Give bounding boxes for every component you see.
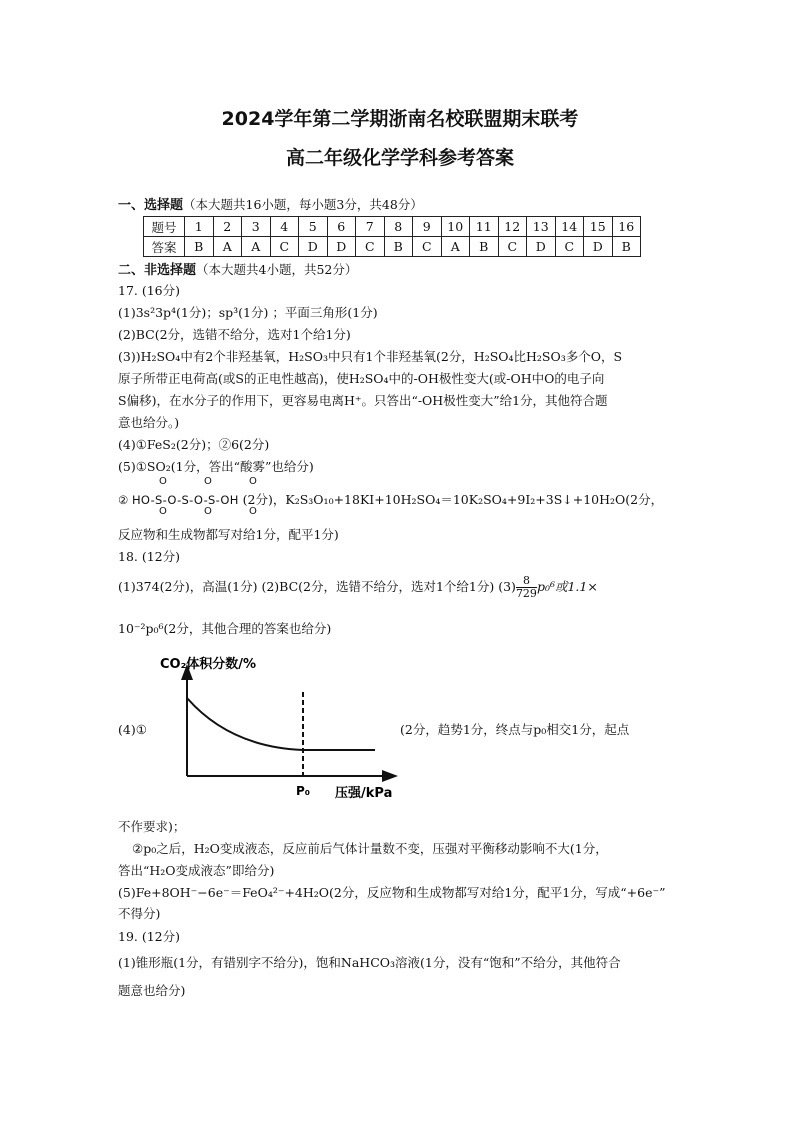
section1-note: （本大题共16小题，每小题3分，共48分） bbox=[183, 197, 423, 212]
answer-cell: A bbox=[213, 237, 242, 257]
q17-line: (3))H₂SO₄中有2个非羟基氧，H₂SO₃中只有1个非羟基氧(2分，H₂SO₄比H₂SO₃多个O，S bbox=[118, 349, 623, 364]
question-number: 6 bbox=[327, 217, 356, 237]
question-number: 13 bbox=[527, 217, 556, 237]
q17-line: (2)BC(2分，选错不给分，选对1个给1分) bbox=[118, 327, 351, 342]
q18-line: 答出“H₂O变成液态”即给分) bbox=[118, 863, 275, 878]
q17-header: 17. (16分) bbox=[118, 283, 181, 298]
answer-cell: B bbox=[470, 237, 499, 257]
question-number: 7 bbox=[356, 217, 385, 237]
question-number: 4 bbox=[270, 217, 299, 237]
q17-line: (1)3s²3p⁴(1分)；sp³(1分) ；平面三角形(1分) bbox=[118, 305, 378, 320]
document-subtitle: 高二年级化学学科参考答案 bbox=[285, 147, 514, 169]
fraction bbox=[516, 575, 537, 600]
row-label: 答案 bbox=[144, 237, 185, 257]
co2-curve bbox=[187, 698, 375, 750]
section2-heading bbox=[118, 262, 357, 279]
q18-4-note: (2分，趋势1分，终点与p₀相交1分，起点 bbox=[400, 722, 630, 737]
q18-line bbox=[118, 575, 598, 600]
answer-cell: A bbox=[242, 237, 271, 257]
table-row-numbers bbox=[144, 217, 641, 237]
answer-cell: C bbox=[555, 237, 584, 257]
section1-title: 一、选择题 bbox=[118, 198, 184, 213]
answer-table bbox=[143, 216, 641, 257]
question-number: 15 bbox=[584, 217, 613, 237]
answer-cell: D bbox=[527, 237, 556, 257]
section1-heading bbox=[118, 197, 423, 214]
oxygen-atom: O bbox=[204, 476, 212, 487]
equation-text: (2分)，K₂S₃O₁₀+18KI+10H₂SO₄＝10K₂SO₄+9I₂+3S↓+10H₂O(2分， bbox=[238, 492, 664, 507]
answer-cell: D bbox=[584, 237, 613, 257]
q18-4-label: (4)① bbox=[118, 722, 147, 737]
q18-line1-tail: p₀⁶或1.1× bbox=[536, 579, 598, 594]
question-number: 1 bbox=[185, 217, 214, 237]
table-row-answers bbox=[144, 237, 641, 257]
co2-pressure-graph bbox=[150, 650, 400, 805]
answer-cell: D bbox=[299, 237, 328, 257]
oxygen-atom: O bbox=[159, 476, 167, 487]
answer-cell: D bbox=[327, 237, 356, 257]
q18-header: 18. (12分) bbox=[118, 549, 181, 564]
q19-line: (1)锥形瓶(1分，有错别字不给分)，饱和NaHCO₃溶液(1分，没有“饱和”不给分，其他符合 bbox=[118, 955, 621, 970]
answer-cell: C bbox=[413, 237, 442, 257]
q17-line: (4)①FeS₂(2分)；②6(2分) bbox=[118, 437, 270, 452]
q19-header: 19. (12分) bbox=[118, 929, 181, 944]
q18-line: (5)Fe+8OH⁻−6e⁻＝FeO₄²⁻+4H₂O(2分，反应物和生成物都写对给1分，配平1分，写成“+6e⁻” bbox=[118, 885, 666, 900]
answer-cell: B bbox=[612, 237, 641, 257]
oxygen-atom: O bbox=[204, 506, 212, 517]
q17-line: 反应物和生成物都写对给1分，配平1分) bbox=[118, 527, 339, 542]
formula-chain: HO-S-O-S-O-S-OH bbox=[131, 493, 239, 507]
oxygen-atom: O bbox=[249, 476, 257, 487]
document-title: 2024学年第二学期浙南名校联盟期末联考 bbox=[221, 108, 579, 130]
section2-note: （本大题共4小题，共52分） bbox=[196, 262, 358, 277]
question-number: 2 bbox=[213, 217, 242, 237]
q17-line: 意也给分。) bbox=[118, 415, 180, 430]
x-axis-label: 压强/kPa bbox=[335, 786, 393, 801]
question-number: 16 bbox=[612, 217, 641, 237]
oxygen-atom: O bbox=[159, 506, 167, 517]
question-number: 10 bbox=[441, 217, 470, 237]
fraction-denominator: 729 bbox=[515, 587, 537, 600]
q17-line: 原子所带正电荷高(或S的正电性越高)，使H₂SO₄中的-OH极性变大(或-OH中O的电子向 bbox=[118, 371, 605, 386]
y-axis-label: CO₂体积分数/% bbox=[160, 657, 257, 672]
oxygen-atom: O bbox=[249, 506, 257, 517]
q17-line: (5)①SO₂(1分，答出“酸雾”也给分) bbox=[118, 459, 314, 474]
question-number: 12 bbox=[498, 217, 527, 237]
answer-cell: B bbox=[185, 237, 214, 257]
question-number: 11 bbox=[470, 217, 499, 237]
q18-line: 10⁻²p₀⁶(2分，其他合理的答案也给分) bbox=[118, 621, 332, 636]
question-number: 3 bbox=[242, 217, 271, 237]
answer-cell: C bbox=[356, 237, 385, 257]
question-number: 8 bbox=[384, 217, 413, 237]
question-number: 5 bbox=[299, 217, 328, 237]
question-number: 14 bbox=[555, 217, 584, 237]
q18-line: ②p₀之后，H₂O变成液态，反应前后气体计量数不变，压强对平衡移动影响不大(1分， bbox=[132, 841, 608, 856]
item-marker: ② bbox=[118, 493, 129, 507]
answer-cell: C bbox=[498, 237, 527, 257]
q19-line: 题意也给分) bbox=[118, 983, 186, 998]
q18-line1-text: (1)374(2分)，高温(1分) (2)BC(2分，选错不给分，选对1个给1分) (3) bbox=[118, 579, 516, 594]
q17-line: S偏移)，在水分子的作用下，更容易电离H⁺。只答出“-OH极性变大”给1分，其他符合题 bbox=[118, 393, 608, 408]
q18-line: 不作要求)； bbox=[118, 819, 186, 834]
question-number: 9 bbox=[413, 217, 442, 237]
q18-line: 不得分) bbox=[118, 906, 161, 921]
answer-cell: B bbox=[384, 237, 413, 257]
answer-cell: A bbox=[441, 237, 470, 257]
row-label: 题号 bbox=[144, 217, 185, 237]
fraction-numerator: 8 bbox=[516, 575, 537, 588]
p0-tick-label: P₀ bbox=[296, 784, 311, 798]
answer-cell: C bbox=[270, 237, 299, 257]
section2-title: 二、非选择题 bbox=[118, 263, 197, 278]
